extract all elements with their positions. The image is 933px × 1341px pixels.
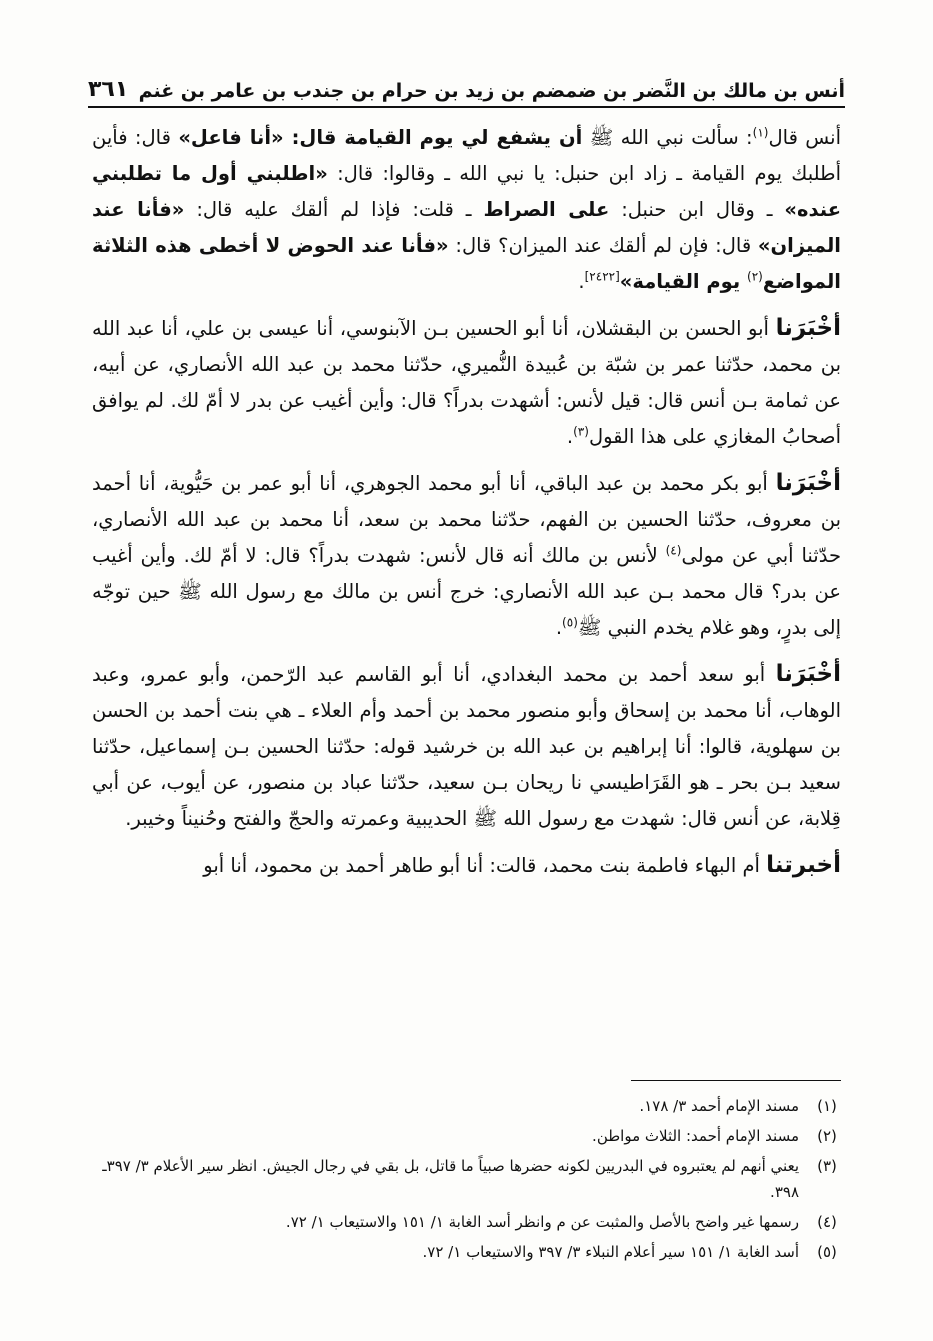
text: أبو سعد أحمد بن محمد البغدادي، أنا أبو القاسم عبد الرّحمن، وأبو عمرو، وعبد الوهاب، أنا محمد بن إسحاق وأبو منصور محمد بن أحمد وأم العلاء ـ هي بنت أحمد بن الحسن بن سهلوية، قالوا: أنا إبراهيم بن عبد الله بن خرشيد قوله: حدّثنا الحسين بـن إسماعيل، حدّثنا سعيد بـن بحر ـ هو القَرَاطيسي نا ريحان بـن سعيد، حدّثنا عباد بن منصور، عن أيوب، عن أبي قِلابة، عن أنس قال: شهدت مع رسول الله ﷺ الحديبية وعمرته والحجّ والفتح وحُنيناً وخيبر. <box>92 663 841 830</box>
text: ـ قلت: فإذا لم ألقك عليه قال: <box>184 198 484 221</box>
footnote-divider <box>631 1080 841 1081</box>
footnote <box>92 1239 841 1265</box>
text: . <box>566 425 574 448</box>
footnote-number: (٣) <box>817 1157 837 1175</box>
footnote-number: (٥) <box>817 1243 837 1261</box>
footnote-text: يعني أنهم لم يعتبروه في البدريين لكونه حضرها صبياً ما قاتل، بل بقي في رجال الجيش. انظر سير الأعلام ٣/ ٣٩٧ـ ٣٩٨. <box>102 1157 799 1201</box>
text: أم البهاء فاطمة بنت محمد، قالت: أنا أبو طاهر أحمد بن محمود، أنا أبو <box>203 854 767 877</box>
footnote-text: أسد الغابة ١/ ١٥١ سير أعلام النبلاء ٣/ ٣٩٧ والاستيعاب ١/ ٧٢. <box>422 1243 799 1261</box>
bold-text: أن يشفع لي يوم القيامة قال: «أنا فاعل» <box>178 126 583 149</box>
text: قال: فإن لم ألقك عند الميزان؟ قال: <box>448 234 758 257</box>
paragraph <box>92 465 841 646</box>
paragraph <box>92 656 841 837</box>
footnote-ref: [٢٤٢٢] <box>584 269 620 284</box>
text: . <box>555 616 563 639</box>
footnote-list <box>92 1093 841 1265</box>
footnote-ref: (٤) <box>665 543 682 558</box>
paragraph <box>92 120 841 300</box>
paragraph <box>92 847 841 884</box>
footnote-ref: (٣) <box>573 424 589 439</box>
footnote-text: مسند الإمام أحمد ٣/ ١٧٨. <box>639 1097 799 1115</box>
text: أبو بكر محمد بن عبد الباقي، أنا أبو محمد الجوهري، أنا أبو عمر بن حَيُّوية، أنا أحمد بن معروف، حدّثنا الحسين بن الفهم، حدّثنا محمد بن سعد، أنا محمد بن عبد الله الأنصاري، حدّثنا أبي عن مولى <box>92 472 842 567</box>
isnad-keyword: أخْبَرَنا <box>775 470 841 496</box>
paragraph <box>92 310 841 455</box>
footnote <box>92 1123 841 1149</box>
footnote <box>92 1153 841 1205</box>
footnote-ref: (١) <box>752 125 769 140</box>
bold-text: يوم القيامة» <box>619 270 748 293</box>
text: لأنس بن مالك أنه قال لأنس: شهدت بدراً؟ قال: لا أمّ لك. وأين أغيب عن بدر؟ قال محمد بـن عبد الله الأنصاري: خرج أنس بن مالك مع رسول الله ﷺ حين توجّه إلى بدرٍ، وهو غلام يخدم النبي ﷺ <box>92 544 841 639</box>
isnad-keyword: أخْبَرَنا <box>775 661 841 687</box>
text: . <box>578 270 585 293</box>
running-head: أنس بن مالك بن النَّضر بن ضمضم بن زيد بن حرام بن جندب بن عامر بن غنم <box>138 80 845 102</box>
bold-text: «فأنا عند الحوض لا أخطى هذه الثلاثة المواضع <box>92 234 841 293</box>
main-text <box>92 120 841 894</box>
text: أبو الحسن بن البقشلان، أنا أبو الحسين بـن الآبنوسي، أنا عيسى بن علي، أنا عبد الله بن محمد، حدّثنا عمر بن شبّة بن عُبيدة النُّميري، حدّثنا محمد بن عبد الله الأنصاري، عن أبيه، عن ثمامة بـن أنس قال: قيل لأنس: أشهدت بدراً؟ قال: وأين أغيب عن بدر لا أمّ لك. لم يوافق أصحابُ المغازي على هذا القول <box>92 317 841 448</box>
page-number: ٣٦١ <box>88 77 129 102</box>
isnad-keyword: أخْبَرَنا <box>775 315 841 341</box>
footnote <box>92 1209 841 1235</box>
footnotes <box>92 1080 841 1269</box>
text: ـ وقال ابن حنبل: <box>609 198 785 221</box>
footnote-number: (٢) <box>817 1127 837 1145</box>
text: أنس قال <box>768 126 841 149</box>
page-header <box>88 62 845 108</box>
footnote-ref: (٢) <box>747 269 763 284</box>
bold-text: «اطلبني أول ما تطلبني عنده» <box>92 162 842 221</box>
text: قال: فأين أطلبك يوم القيامة ـ زاد ابن حنبل: يا نبي الله ـ وقالوا: قال: <box>92 126 841 185</box>
footnote <box>92 1093 841 1119</box>
footnote-number: (٤) <box>817 1213 837 1231</box>
footnote-number: (١) <box>817 1097 837 1115</box>
bold-text: على الصراط <box>483 198 610 221</box>
bold-text: «فأنا عند الميزان» <box>92 198 841 257</box>
footnote-text: رسمها غير واضح بالأصل والمثبت عن م وانظر أسد الغابة ١/ ١٥١ والاستيعاب ١/ ٧٢. <box>285 1213 799 1231</box>
footnote-text: مسند الإمام أحمد: الثلاث مواطن. <box>592 1127 799 1145</box>
footnote-ref: (٥) <box>562 615 578 630</box>
text: : سألت نبي الله ﷺ <box>582 126 753 149</box>
isnad-keyword: أخبرتنا <box>766 852 841 878</box>
